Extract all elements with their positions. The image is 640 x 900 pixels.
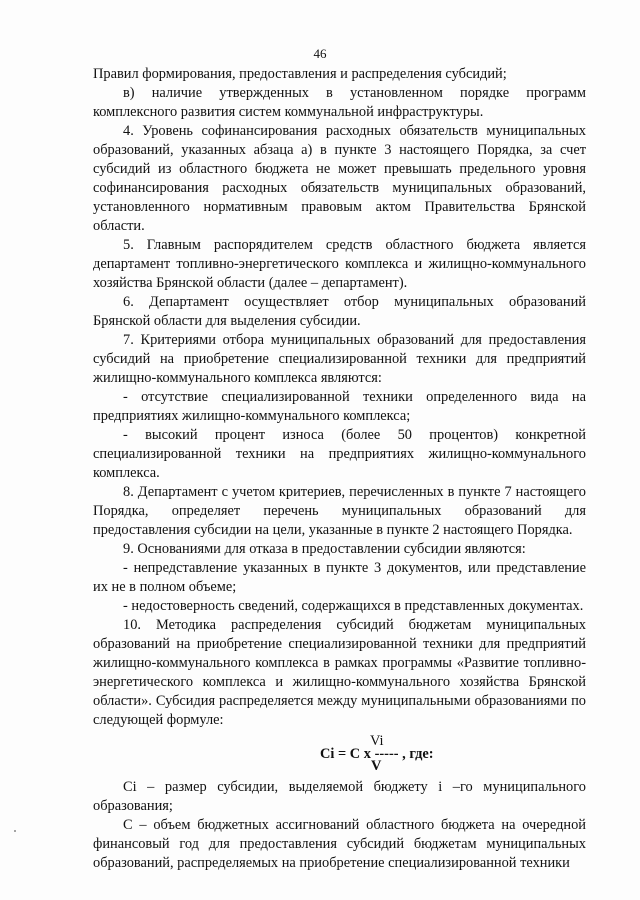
paragraph: 9. Основаниями для отказа в предоставлении субсидии являются: — [123, 541, 526, 557]
paragraph: 5. Главным распорядителем средств областного бюджета является департамент топливно-энергетического комплекса и жилищно-коммунального хозяйства Брянской области (далее – департамент). — [93, 237, 586, 291]
list-item: - недостоверность сведений, содержащихся в представленных документах. — [123, 598, 584, 614]
formula-denominator: V — [371, 758, 382, 774]
formula-numerator: Vi — [370, 733, 384, 749]
paragraph: С – объем бюджетных ассигнований областного бюджета на очередной финансовый год для предоставления субсидий бюджетам муниципальных образований, распределяемых на приобретение специализированной техники — [93, 817, 586, 871]
scan-speck — [14, 830, 16, 832]
list-item: - непредставление указанных в пункте 3 документов, или представление их не в полном объеме; — [93, 560, 586, 595]
paragraph: Правил формирования, предоставления и распределения субсидий; — [93, 66, 507, 82]
distribution-formula — [93, 732, 586, 774]
document-body — [93, 65, 586, 873]
formula-expression: Ci = C x ----- , где: — [320, 746, 434, 762]
paragraph: Ci – размер субсидии, выделяемой бюджету i –го муниципального образования; — [93, 779, 586, 814]
list-item: - высокий процент износа (более 50 процентов) конкретной специализированной техники на предприятиях жилищно-коммунального комплекса. — [93, 427, 586, 481]
list-item: - отсутствие специализированной техники определенного вида на предприятиях жилищно-коммунального комплекса; — [93, 389, 586, 424]
page-number: 46 — [313, 46, 327, 61]
paragraph: 4. Уровень софинансирования расходных обязательств муниципальных образований, указанных абзаца а) в пункте 3 настоящего Порядка, за счет субсидий из областного бюджета не может превышать предельного уровня софинансирования расходных обязательств муниципальных образований, установленного нормативным правовым актом Правительства Брянской области. — [93, 123, 586, 234]
paragraph: 7. Критериями отбора муниципальных образований для предоставления субсидий на приобретение специализированной техники для предприятий жилищно-коммунального комплекса являются: — [93, 332, 586, 386]
paragraph: 8. Департамент с учетом критериев, перечисленных в пункте 7 настоящего Порядка, определяет перечень муниципальных образований для предоставления субсидии на цели, указанные в пункте 2 настоящего Порядка. — [93, 484, 586, 538]
paragraph: в) наличие утвержденных в установленном порядке программ комплексного развития систем коммунальной инфраструктуры. — [93, 85, 586, 120]
paragraph: 6. Департамент осуществляет отбор муниципальных образований Брянской области для выделения субсидии. — [93, 294, 586, 329]
paragraph: 10. Методика распределения субсидий бюджетам муниципальных образований на приобретение специализированной техники для предприятий жилищно-коммунального комплекса в рамках программы «Развитие топливно-энергетического комплекса и жилищно-коммунального хозяйства Брянской области». Субсидия распределяется между муниципальными образованиями по следующей формуле: — [93, 617, 586, 728]
